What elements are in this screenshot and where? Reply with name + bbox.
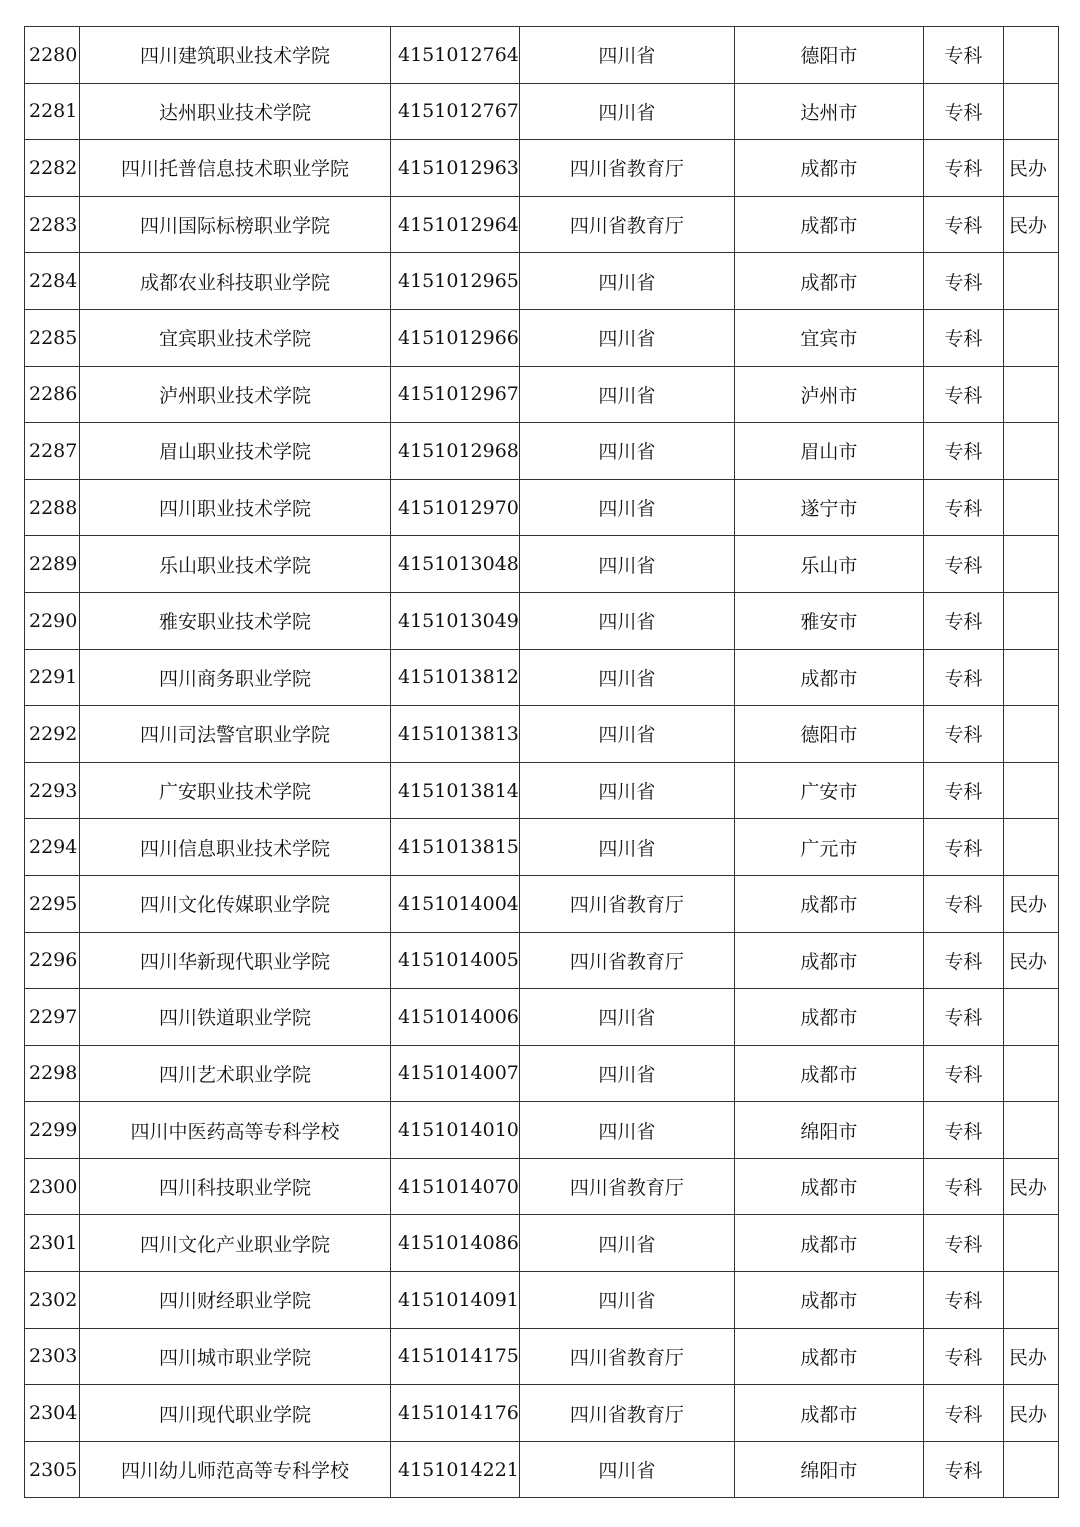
institution-name-cell: 四川华新现代职业学院 [80,932,391,989]
seq-cell: 2298 [25,1045,80,1102]
institution-name-cell: 四川信息职业技术学院 [80,819,391,876]
level-cell: 专科 [923,27,1003,84]
level-cell: 专科 [923,1441,1003,1498]
seq-cell: 2280 [25,27,80,84]
institution-code-cell: 4151014091 [391,1272,520,1329]
level-cell: 专科 [923,1385,1003,1442]
level-cell: 专科 [923,479,1003,536]
table-row [25,932,1059,989]
city-cell: 成都市 [734,1385,923,1442]
note-cell: 民办 [1003,1328,1058,1385]
city-cell: 成都市 [734,875,923,932]
table-row [25,366,1059,423]
level-cell: 专科 [923,1328,1003,1385]
authority-cell: 四川省 [519,1272,734,1329]
institution-code-cell: 4151013814 [391,762,520,819]
institution-code-cell: 4151014010 [391,1102,520,1159]
authority-cell: 四川省 [519,366,734,423]
institution-code-cell: 4151013812 [391,649,520,706]
seq-cell: 2302 [25,1272,80,1329]
level-cell: 专科 [923,366,1003,423]
note-cell: 民办 [1003,1385,1058,1442]
note-cell [1003,592,1058,649]
institution-name-cell: 四川国际标榜职业学院 [80,196,391,253]
city-cell: 绵阳市 [734,1102,923,1159]
note-cell [1003,989,1058,1046]
level-cell: 专科 [923,253,1003,310]
authority-cell: 四川省 [519,536,734,593]
authority-cell: 四川省 [519,309,734,366]
institution-code-cell: 4151012767 [391,83,520,140]
seq-cell: 2303 [25,1328,80,1385]
seq-cell: 2288 [25,479,80,536]
note-cell [1003,479,1058,536]
seq-cell: 2286 [25,366,80,423]
note-cell: 民办 [1003,875,1058,932]
institution-name-cell: 四川艺术职业学院 [80,1045,391,1102]
level-cell: 专科 [923,309,1003,366]
city-cell: 成都市 [734,140,923,197]
institution-name-cell: 宜宾职业技术学院 [80,309,391,366]
institution-code-cell: 4151013048 [391,536,520,593]
institution-name-cell: 四川文化传媒职业学院 [80,875,391,932]
note-cell [1003,1045,1058,1102]
city-cell: 成都市 [734,1158,923,1215]
institution-code-cell: 4151014176 [391,1385,520,1442]
table-row [25,253,1059,310]
authority-cell: 四川省 [519,819,734,876]
table-row [25,27,1059,84]
institution-name-cell: 四川城市职业学院 [80,1328,391,1385]
seq-cell: 2289 [25,536,80,593]
table-row [25,423,1059,480]
note-cell [1003,649,1058,706]
institution-code-cell: 4151014086 [391,1215,520,1272]
level-cell: 专科 [923,83,1003,140]
authority-cell: 四川省 [519,83,734,140]
seq-cell: 2292 [25,706,80,763]
note-cell: 民办 [1003,932,1058,989]
level-cell: 专科 [923,1215,1003,1272]
authority-cell: 四川省 [519,1215,734,1272]
note-cell [1003,309,1058,366]
seq-cell: 2304 [25,1385,80,1442]
seq-cell: 2281 [25,83,80,140]
institution-code-cell: 4151012968 [391,423,520,480]
city-cell: 成都市 [734,253,923,310]
city-cell: 绵阳市 [734,1441,923,1498]
institution-code-cell: 4151012764 [391,27,520,84]
authority-cell: 四川省 [519,989,734,1046]
table-body [25,27,1059,1498]
seq-cell: 2301 [25,1215,80,1272]
seq-cell: 2295 [25,875,80,932]
seq-cell: 2293 [25,762,80,819]
note-cell [1003,1441,1058,1498]
authority-cell: 四川省 [519,27,734,84]
city-cell: 成都市 [734,649,923,706]
city-cell: 乐山市 [734,536,923,593]
institution-code-cell: 4151014005 [391,932,520,989]
institution-name-cell: 成都农业科技职业学院 [80,253,391,310]
table-row [25,1158,1059,1215]
city-cell: 成都市 [734,1328,923,1385]
level-cell: 专科 [923,196,1003,253]
institution-name-cell: 四川财经职业学院 [80,1272,391,1329]
table-row [25,762,1059,819]
note-cell: 民办 [1003,196,1058,253]
authority-cell: 四川省 [519,423,734,480]
level-cell: 专科 [923,1045,1003,1102]
note-cell: 民办 [1003,140,1058,197]
table-row [25,819,1059,876]
seq-cell: 2291 [25,649,80,706]
institution-code-cell: 4151014006 [391,989,520,1046]
institution-name-cell: 四川商务职业学院 [80,649,391,706]
institution-name-cell: 四川中医药高等专科学校 [80,1102,391,1159]
authority-cell: 四川省 [519,592,734,649]
institution-name-cell: 四川幼儿师范高等专科学校 [80,1441,391,1498]
level-cell: 专科 [923,649,1003,706]
city-cell: 雅安市 [734,592,923,649]
seq-cell: 2290 [25,592,80,649]
city-cell: 广元市 [734,819,923,876]
authority-cell: 四川省 [519,479,734,536]
institution-name-cell: 四川建筑职业技术学院 [80,27,391,84]
table-row [25,1328,1059,1385]
institutions-table [24,26,1059,1498]
table-row [25,1045,1059,1102]
table-row [25,989,1059,1046]
city-cell: 成都市 [734,1272,923,1329]
note-cell [1003,253,1058,310]
table-row [25,649,1059,706]
institution-code-cell: 4151012964 [391,196,520,253]
table-row [25,140,1059,197]
note-cell [1003,423,1058,480]
authority-cell: 四川省 [519,1045,734,1102]
institution-code-cell: 4151012963 [391,140,520,197]
table-row [25,536,1059,593]
level-cell: 专科 [923,989,1003,1046]
institution-name-cell: 眉山职业技术学院 [80,423,391,480]
note-cell [1003,27,1058,84]
city-cell: 眉山市 [734,423,923,480]
table-row [25,1385,1059,1442]
level-cell: 专科 [923,140,1003,197]
note-cell [1003,536,1058,593]
table-row [25,1272,1059,1329]
authority-cell: 四川省 [519,762,734,819]
authority-cell: 四川省教育厅 [519,140,734,197]
institution-code-cell: 4151012967 [391,366,520,423]
seq-cell: 2287 [25,423,80,480]
city-cell: 成都市 [734,932,923,989]
institution-name-cell: 泸州职业技术学院 [80,366,391,423]
level-cell: 专科 [923,819,1003,876]
city-cell: 成都市 [734,1215,923,1272]
institution-name-cell: 四川科技职业学院 [80,1158,391,1215]
level-cell: 专科 [923,875,1003,932]
seq-cell: 2285 [25,309,80,366]
seq-cell: 2284 [25,253,80,310]
institution-code-cell: 4151014175 [391,1328,520,1385]
institution-code-cell: 4151012970 [391,479,520,536]
city-cell: 成都市 [734,1045,923,1102]
table-row [25,592,1059,649]
seq-cell: 2282 [25,140,80,197]
seq-cell: 2299 [25,1102,80,1159]
note-cell [1003,83,1058,140]
level-cell: 专科 [923,423,1003,480]
authority-cell: 四川省教育厅 [519,875,734,932]
table-row [25,706,1059,763]
institution-code-cell: 4151014007 [391,1045,520,1102]
institution-code-cell: 4151014070 [391,1158,520,1215]
city-cell: 德阳市 [734,706,923,763]
institution-code-cell: 4151012966 [391,309,520,366]
institution-name-cell: 四川文化产业职业学院 [80,1215,391,1272]
level-cell: 专科 [923,706,1003,763]
city-cell: 广安市 [734,762,923,819]
note-cell: 民办 [1003,1158,1058,1215]
city-cell: 成都市 [734,196,923,253]
table-row [25,1102,1059,1159]
institution-name-cell: 达州职业技术学院 [80,83,391,140]
authority-cell: 四川省 [519,1441,734,1498]
level-cell: 专科 [923,1102,1003,1159]
city-cell: 成都市 [734,989,923,1046]
city-cell: 德阳市 [734,27,923,84]
note-cell [1003,1102,1058,1159]
table-row [25,479,1059,536]
table-row [25,309,1059,366]
note-cell [1003,819,1058,876]
institution-name-cell: 广安职业技术学院 [80,762,391,819]
seq-cell: 2283 [25,196,80,253]
level-cell: 专科 [923,762,1003,819]
institution-name-cell: 四川铁道职业学院 [80,989,391,1046]
city-cell: 遂宁市 [734,479,923,536]
authority-cell: 四川省 [519,1102,734,1159]
institution-name-cell: 四川托普信息技术职业学院 [80,140,391,197]
institution-code-cell: 4151014004 [391,875,520,932]
authority-cell: 四川省 [519,253,734,310]
authority-cell: 四川省 [519,649,734,706]
note-cell [1003,706,1058,763]
seq-cell: 2305 [25,1441,80,1498]
level-cell: 专科 [923,1158,1003,1215]
city-cell: 泸州市 [734,366,923,423]
institution-code-cell: 4151013049 [391,592,520,649]
authority-cell: 四川省教育厅 [519,1158,734,1215]
seq-cell: 2300 [25,1158,80,1215]
institution-code-cell: 4151013815 [391,819,520,876]
table-row [25,875,1059,932]
institution-name-cell: 雅安职业技术学院 [80,592,391,649]
city-cell: 达州市 [734,83,923,140]
authority-cell: 四川省 [519,706,734,763]
table-row [25,1441,1059,1498]
seq-cell: 2297 [25,989,80,1046]
institution-code-cell: 4151012965 [391,253,520,310]
authority-cell: 四川省教育厅 [519,1328,734,1385]
level-cell: 专科 [923,1272,1003,1329]
authority-cell: 四川省教育厅 [519,1385,734,1442]
institution-name-cell: 四川现代职业学院 [80,1385,391,1442]
institution-name-cell: 四川司法警官职业学院 [80,706,391,763]
level-cell: 专科 [923,932,1003,989]
note-cell [1003,762,1058,819]
level-cell: 专科 [923,536,1003,593]
level-cell: 专科 [923,592,1003,649]
institution-name-cell: 乐山职业技术学院 [80,536,391,593]
institution-code-cell: 4151014221 [391,1441,520,1498]
authority-cell: 四川省教育厅 [519,932,734,989]
seq-cell: 2294 [25,819,80,876]
city-cell: 宜宾市 [734,309,923,366]
institution-code-cell: 4151013813 [391,706,520,763]
table-row [25,196,1059,253]
authority-cell: 四川省教育厅 [519,196,734,253]
institution-name-cell: 四川职业技术学院 [80,479,391,536]
note-cell [1003,1272,1058,1329]
table-row [25,83,1059,140]
note-cell [1003,366,1058,423]
table-row [25,1215,1059,1272]
note-cell [1003,1215,1058,1272]
seq-cell: 2296 [25,932,80,989]
